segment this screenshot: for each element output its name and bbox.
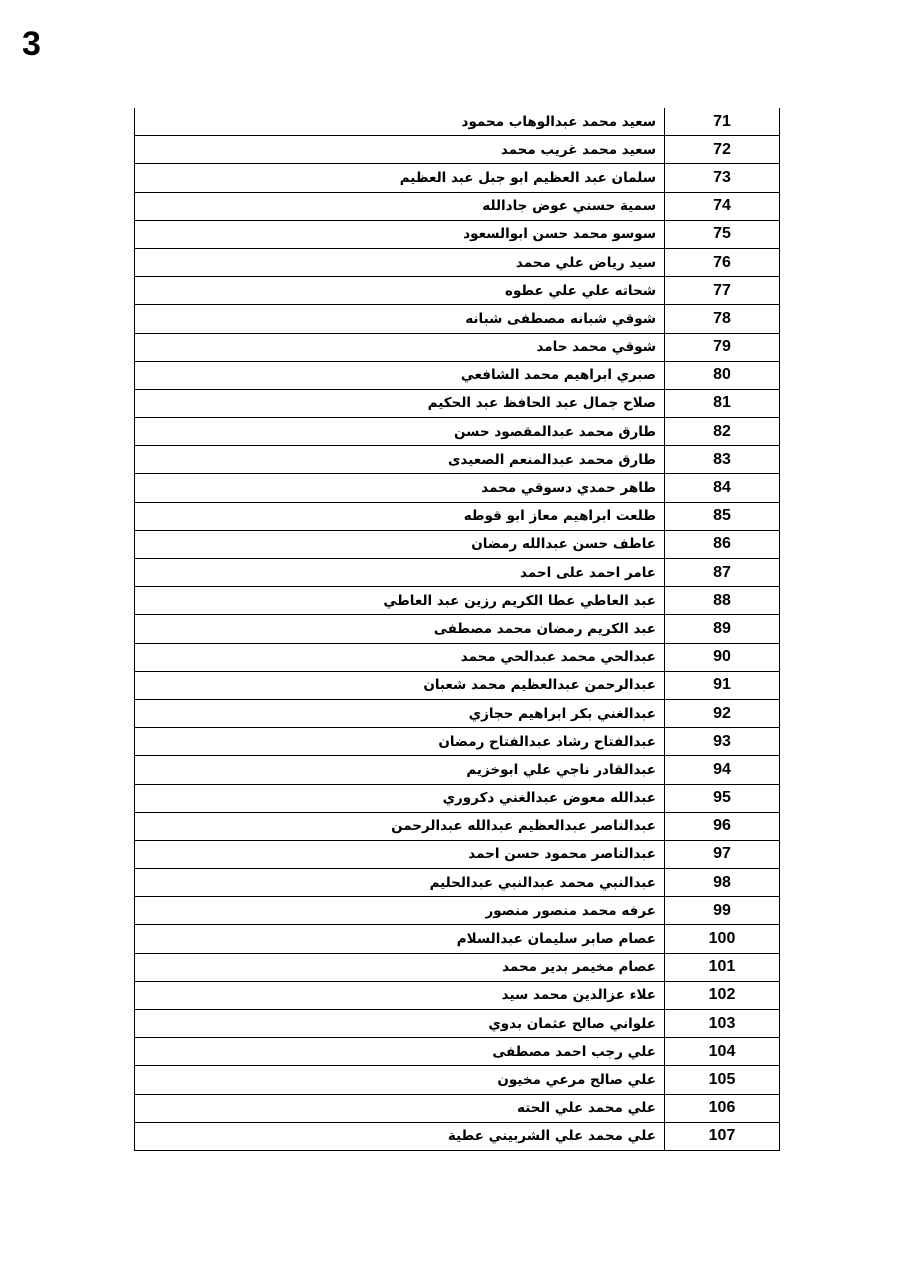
row-number-cell: 105 <box>665 1066 780 1094</box>
table-row <box>135 220 780 248</box>
row-number-cell: 92 <box>665 699 780 727</box>
name-cell: سوسو محمد حسن ابوالسعود <box>135 220 665 248</box>
name-cell: شوقي شبانه مصطفى شبانه <box>135 305 665 333</box>
name-cell: عبد الكريم رمضان محمد مصطفى <box>135 615 665 643</box>
row-number-cell: 97 <box>665 840 780 868</box>
row-number-cell: 101 <box>665 953 780 981</box>
row-number-cell: 91 <box>665 671 780 699</box>
row-number-cell: 87 <box>665 559 780 587</box>
name-cell: عصام صابر سليمان عبدالسلام <box>135 925 665 953</box>
name-cell: سعيد محمد غريب محمد <box>135 136 665 164</box>
table-row <box>135 389 780 417</box>
row-number-cell: 107 <box>665 1122 780 1150</box>
name-cell: سعيد محمد عبدالوهاب محمود <box>135 108 665 136</box>
name-cell: طلعت ابراهيم معاز ابو قوطه <box>135 502 665 530</box>
name-cell: عاطف حسن عبدالله رمضان <box>135 530 665 558</box>
row-number-cell: 74 <box>665 192 780 220</box>
table-row <box>135 418 780 446</box>
name-cell: عبدالله معوض عبدالغني دكروري <box>135 784 665 812</box>
table-row <box>135 277 780 305</box>
row-number-cell: 80 <box>665 361 780 389</box>
row-number-cell: 86 <box>665 530 780 558</box>
table-row <box>135 361 780 389</box>
row-number-cell: 75 <box>665 220 780 248</box>
name-cell: عبدالحي محمد عبدالحي محمد <box>135 643 665 671</box>
table-row <box>135 1094 780 1122</box>
name-cell: علي رجب احمد مصطفى <box>135 1038 665 1066</box>
name-cell: عبدالفتاح رشاد عبدالفتاح رمضان <box>135 728 665 756</box>
table-row <box>135 108 780 136</box>
row-number-cell: 99 <box>665 897 780 925</box>
table-row <box>135 305 780 333</box>
table-row <box>135 1066 780 1094</box>
name-cell: طارق محمد عبدالمنعم الصعيدى <box>135 446 665 474</box>
row-number-cell: 106 <box>665 1094 780 1122</box>
table-row <box>135 530 780 558</box>
table-row <box>135 812 780 840</box>
name-cell: شوقي محمد حامد <box>135 333 665 361</box>
name-cell: عبدالناصر عبدالعظيم عبدالله عبدالرحمن <box>135 812 665 840</box>
row-number-cell: 100 <box>665 925 780 953</box>
row-number-cell: 95 <box>665 784 780 812</box>
name-cell: صلاح جمال عبد الحافظ عبد الحكيم <box>135 389 665 417</box>
table-row <box>135 248 780 276</box>
name-cell: طاهر حمدي دسوقي محمد <box>135 474 665 502</box>
row-number-cell: 94 <box>665 756 780 784</box>
name-cell: شحاته علي علي عطوه <box>135 277 665 305</box>
name-cell: صبري ابراهيم محمد الشافعي <box>135 361 665 389</box>
table-row <box>135 699 780 727</box>
name-cell: عبد العاطي عطا الكريم رزين عبد العاطي <box>135 587 665 615</box>
table-row <box>135 164 780 192</box>
row-number-cell: 77 <box>665 277 780 305</box>
name-cell: عبدالرحمن عبدالعظيم محمد شعبان <box>135 671 665 699</box>
table-row <box>135 136 780 164</box>
name-cell: عامر احمد على احمد <box>135 559 665 587</box>
name-cell: علي محمد علي الحته <box>135 1094 665 1122</box>
table-row <box>135 756 780 784</box>
row-number-cell: 81 <box>665 389 780 417</box>
names-table <box>134 108 780 1151</box>
row-number-cell: 79 <box>665 333 780 361</box>
row-number-cell: 82 <box>665 418 780 446</box>
row-number-cell: 104 <box>665 1038 780 1066</box>
table-row <box>135 333 780 361</box>
name-cell: سلمان عبد العظيم ابو جبل عبد العظيم <box>135 164 665 192</box>
name-cell: علي صالح مرعي مخيون <box>135 1066 665 1094</box>
table-row <box>135 615 780 643</box>
row-number-cell: 96 <box>665 812 780 840</box>
table-row <box>135 784 780 812</box>
name-cell: عبدالقادر ناجي علي ابوخزيم <box>135 756 665 784</box>
table-row <box>135 981 780 1009</box>
row-number-cell: 76 <box>665 248 780 276</box>
table-row <box>135 1038 780 1066</box>
name-cell: علي محمد علي الشربيني عطية <box>135 1122 665 1150</box>
table-row <box>135 728 780 756</box>
row-number-cell: 103 <box>665 1010 780 1038</box>
table-row <box>135 643 780 671</box>
name-cell: علواني صالح عثمان بدوي <box>135 1010 665 1038</box>
table-row <box>135 1122 780 1150</box>
table-row <box>135 897 780 925</box>
table-row <box>135 925 780 953</box>
row-number-cell: 72 <box>665 136 780 164</box>
row-number-cell: 102 <box>665 981 780 1009</box>
table-row <box>135 446 780 474</box>
row-number-cell: 84 <box>665 474 780 502</box>
name-cell: عبدالغني بكر ابراهيم حجازي <box>135 699 665 727</box>
name-cell: سمية حسني عوض جادالله <box>135 192 665 220</box>
table-row <box>135 559 780 587</box>
name-cell: عبدالناصر محمود حسن احمد <box>135 840 665 868</box>
row-number-cell: 83 <box>665 446 780 474</box>
row-number-cell: 90 <box>665 643 780 671</box>
name-cell: عبدالنبي محمد عبدالنبي عبدالحليم <box>135 869 665 897</box>
row-number-cell: 98 <box>665 869 780 897</box>
row-number-cell: 89 <box>665 615 780 643</box>
name-cell: سيد رياض علي محمد <box>135 248 665 276</box>
row-number-cell: 88 <box>665 587 780 615</box>
table-row <box>135 192 780 220</box>
row-number-cell: 85 <box>665 502 780 530</box>
table-row <box>135 869 780 897</box>
table-row <box>135 474 780 502</box>
row-number-cell: 73 <box>665 164 780 192</box>
name-cell: عصام مخيمر بدير محمد <box>135 953 665 981</box>
row-number-cell: 71 <box>665 108 780 136</box>
page-number: 3 <box>22 25 41 63</box>
row-number-cell: 93 <box>665 728 780 756</box>
table-row <box>135 671 780 699</box>
table-row <box>135 840 780 868</box>
name-cell: علاء عزالدين محمد سيد <box>135 981 665 1009</box>
name-cell: عرفه محمد منصور منصور <box>135 897 665 925</box>
table-row <box>135 502 780 530</box>
row-number-cell: 78 <box>665 305 780 333</box>
names-table-body <box>135 108 780 1150</box>
name-cell: طارق محمد عبدالمقصود حسن <box>135 418 665 446</box>
table-row <box>135 953 780 981</box>
table-row <box>135 1010 780 1038</box>
table-row <box>135 587 780 615</box>
